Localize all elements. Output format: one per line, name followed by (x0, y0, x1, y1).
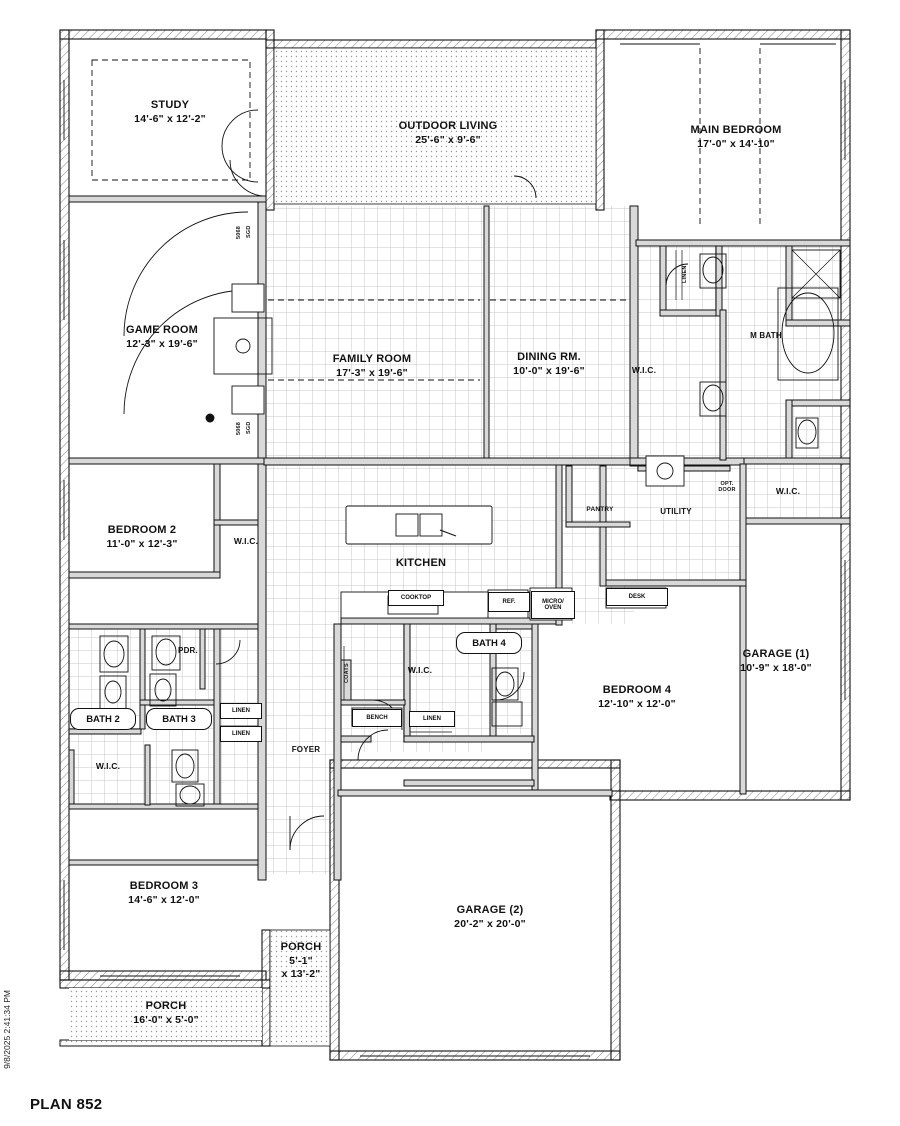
label-linen-hall-2: LINEN (220, 726, 262, 742)
label-opt-door (706, 481, 748, 494)
label-linen-main: LINEN (682, 265, 688, 283)
label-door: DOOR (718, 487, 736, 494)
label-wic-bath4: W.I.C. (407, 665, 433, 675)
label-micro: MICRO/ (542, 598, 564, 605)
room-label-study: STUDY 14'-6" x 12'-2" (134, 99, 206, 125)
room-label-m-bath: M BATH (750, 331, 782, 340)
room-label-bedroom-2: BEDROOM 2 11'-0" x 12'-3" (106, 524, 178, 550)
window-tag-sgd-top: 5068 (236, 225, 242, 239)
page-title: PLAN 852 (30, 1096, 103, 1113)
label-wic-main-left: W.I.C. (631, 365, 657, 375)
room-label-bedroom-4: BEDROOM 4 12'-10" x 12'-0" (598, 684, 676, 710)
room-label-outdoor-living: OUTDOOR LIVING 25'-6" x 9'-6" (398, 120, 498, 146)
label-coats: COATS (344, 663, 350, 683)
room-label-kitchen: KITCHEN (395, 557, 447, 569)
room-label-porch-front: PORCH 16'-0" x 5'-0" (133, 1000, 199, 1026)
label-refrigerator: REF. (488, 592, 530, 612)
room-label-family-room: FAMILY ROOM 17'-3" x 19'-6" (332, 353, 412, 379)
label-bath-2: BATH 2 (70, 708, 136, 730)
label-wic-bath2: W.I.C. (95, 761, 121, 771)
room-label-utility: UTILITY (660, 507, 692, 516)
room-label-garage-1: GARAGE (1) 10'-9" x 18'-0" (740, 648, 812, 674)
label-linen-bath4: LINEN (409, 711, 455, 727)
label-bench: BENCH (352, 709, 402, 727)
label-wic-bedroom2: W.I.C. (233, 536, 259, 546)
label-cooktop: COOKTOP (388, 590, 444, 606)
window-tag-sgd-bottom-sub: SGD (246, 421, 252, 435)
label-wic-main-right: W.I.C. (775, 486, 801, 496)
room-label-dining: DINING RM. 10'-0" x 19'-6" (513, 351, 585, 377)
window-tag-sgd-bottom: 5068 (236, 421, 242, 435)
room-label-powder: PDR. (178, 646, 198, 655)
print-timestamp: 9/8/2025 2:41:34 PM (2, 990, 12, 1069)
room-label-game-room: GAME ROOM 12'-3" x 19'-6" (125, 324, 199, 350)
label-bath-4: BATH 4 (456, 632, 522, 654)
room-label-pantry: PANTRY (586, 506, 614, 513)
room-label-foyer: FOYER (291, 745, 321, 754)
label-linen-hall-1: LINEN (220, 703, 262, 719)
label-oven: OVEN (544, 605, 562, 611)
label-bath-3: BATH 3 (146, 708, 212, 730)
label-opt: OPT. (720, 481, 734, 487)
label-micro-oven (531, 591, 575, 619)
room-label-garage-2: GARAGE (2) 20'-2" x 20'-0" (454, 904, 526, 930)
room-label-main-bedroom: MAIN BEDROOM 17'-0" x 14'-10" (690, 124, 782, 150)
room-label-bedroom-3: BEDROOM 3 14'-6" x 12'-0" (128, 880, 200, 906)
label-desk: DESK (606, 588, 668, 606)
window-tag-sgd-top-sub: SGD (246, 225, 252, 239)
room-label-porch-side: PORCH 5'-1" x 13'-2" (280, 941, 322, 980)
